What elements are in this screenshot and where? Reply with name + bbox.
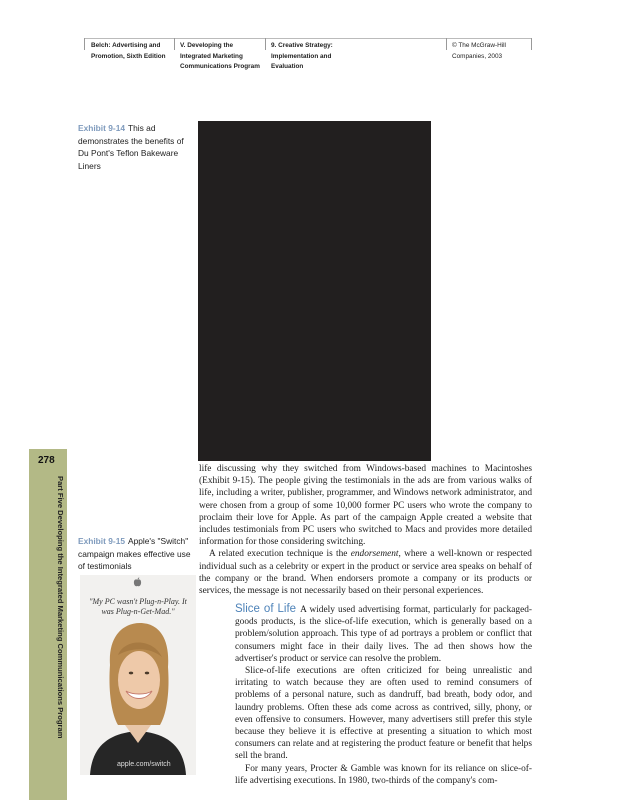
page-number: 278 [38, 455, 55, 466]
exhibit-15-ad-image [80, 575, 196, 775]
apple-logo-icon [133, 577, 142, 587]
paragraph [199, 548, 532, 597]
exhibit-14-ad-image [198, 121, 431, 461]
header-rule [84, 38, 532, 39]
section-title: Slice of Life [235, 603, 297, 615]
exhibit-15-label: Exhibit 9-15 [78, 536, 126, 546]
text-run: A widely used advertising format, particularly for packaged-goods products, is the slice-of-life execution, which is generally based on a problem/solution approach. This type of ad portrays a problem or conflict that consumers might face in their daily lives. The ad then shows how the advertiser's product or service can resolve the problem. [235, 605, 533, 664]
header-divider [174, 38, 175, 50]
ad-url: apple.com/switch [117, 761, 171, 768]
paragraph: For many years, Procter & Gamble was known for its reliance on slice-of-life advertising executions. In 1980, two-thirds of the company's com- [235, 763, 532, 786]
text-run: where a well-known or respected individual such as a celebrity or expert in the product or service area speaks on behalf of the company or the brand. When endorsers promote a company or its products or services, the message is not necessarily based on their personal experiences. [199, 549, 532, 597]
paragraph [235, 603, 532, 665]
part-title: Part Five Developing the Integrated Marketing Communications Program [56, 476, 65, 739]
header-divider [531, 38, 532, 50]
exhibit-14-caption [78, 122, 190, 172]
exhibit-14-text: This ad demonstrates the benefits of Du Pont's Teflon Bakeware Liners [78, 123, 184, 171]
header-divider [265, 38, 266, 50]
exhibit-14-label: Exhibit 9-14 [78, 123, 126, 133]
body-text [199, 463, 532, 597]
header-chapter: 9. Creative Strategy: Implementation and Evaluation [271, 42, 333, 70]
paragraph: Slice-of-life executions are often criticized for being unrealistic and irritating to watch because they are often used to remind consumers of problems of a personal nature, such as dandruff, bad breath, body odor, and laundry problems. Often these ads come across as contrived, silly, phony, or even offensive to consumers. However, many advertisers still prefer this style because they believe it is effective at presenting a situation to which most consumers can relate and at registering the product feature or benefit that helps sell the brand. [235, 666, 532, 762]
header-copyright: © The McGraw-Hill Companies, 2003 [452, 42, 506, 60]
header-divider [84, 38, 85, 50]
exhibit-15-text: Apple's "Switch" campaign makes effective use of testimonials [78, 536, 191, 571]
text-run: A related execution technique is the [209, 549, 351, 560]
section-slice-of-life [235, 603, 532, 787]
paragraph: life discussing why they switched from Windows-based machines to Macintoshes (Exhibit 9-15). The people giving the testimonials in the ads are from various walks of life, including a writer, publisher, programmer, and Windows network administrator, and were chosen from a group of some 10,000 former PC users who wrote the company to proclaim their love for Apple. As part of the campaign Apple created a website that includes testimonials from PC users who switched to Macs and provides more detailed information for those considering switching. [199, 464, 532, 548]
header-divider [446, 38, 447, 50]
header-part: V. Developing the Integrated Marketing Communications Program [180, 42, 260, 70]
ad-quote: "My PC wasn't Plug-n-Play. It was Plug-n-Get-Mad." [89, 597, 187, 616]
exhibit-15-caption [78, 535, 198, 573]
emphasis: endorsement, [350, 549, 401, 560]
header-book: Belch: Advertising and Promotion, Sixth Edition [91, 42, 166, 60]
